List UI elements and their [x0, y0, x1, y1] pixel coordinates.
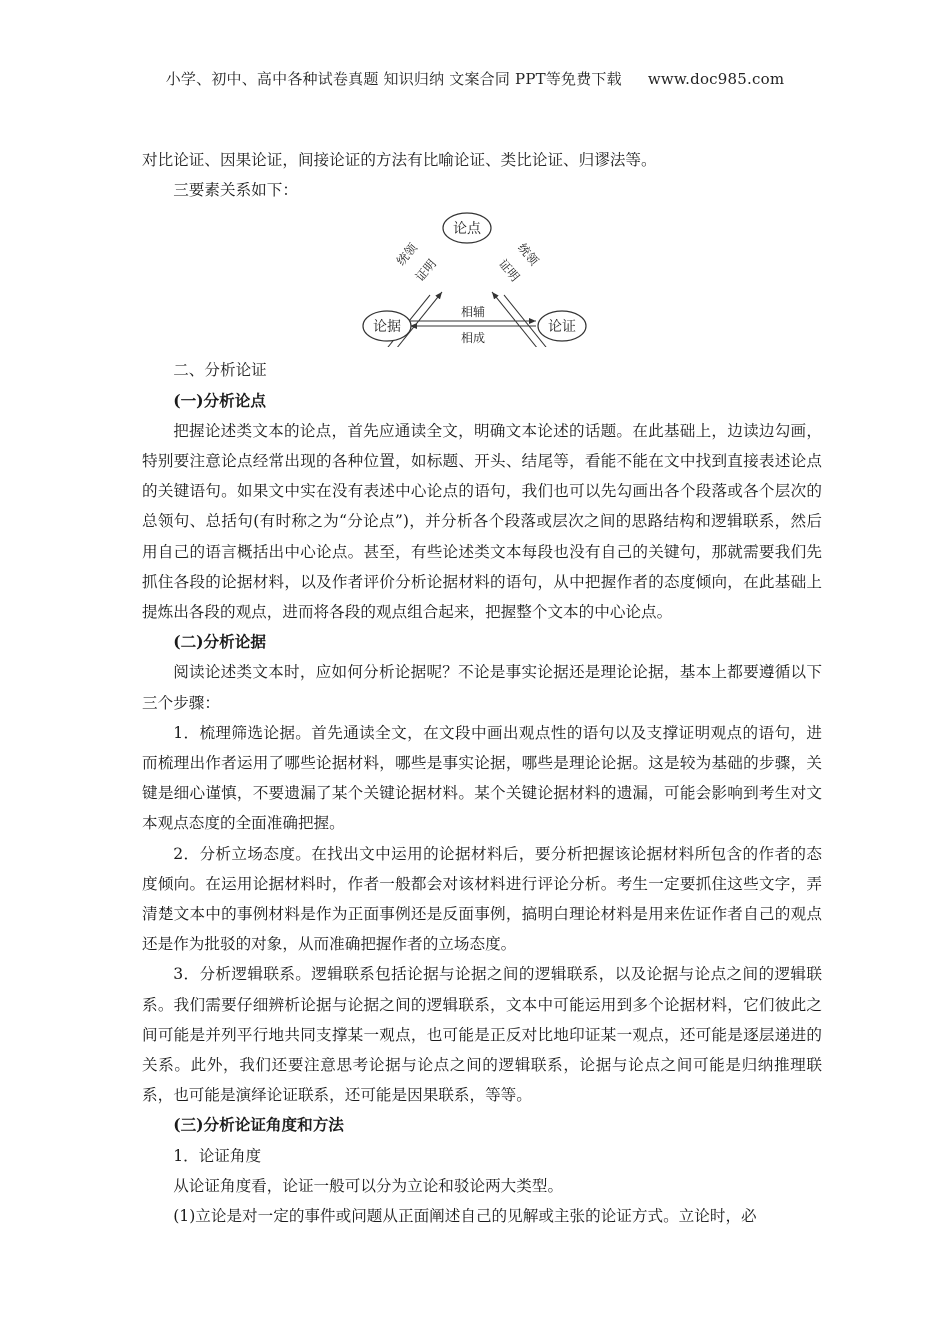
label-right-inner: 证明 [495, 257, 523, 285]
paragraph-step-2: 2．分析立场态度。在找出文中运用的论据材料后，要分析把握该论据材料所包含的作者的态度倾向。在运用论据材料时，作者一般都会对该材料进行评论分析。考生一定要抓住这些文字，弄清楚文本中的事例材料是作为正面事例还是反面事例，搞明白理论材料是用来佐证作者自己的观点还是作为批驳的对象，从而准确把握作者的立场态度。 [142, 844, 822, 954]
arrow-argument-to-point [492, 292, 542, 347]
paragraph-positive-argument: (1)立论是对一定的事件或问题从正面阐述自己的见解或主张的论证方式。立论时，必 [173, 1207, 757, 1226]
header-site-url[interactable]: www.doc985.com [647, 70, 785, 88]
page-header [0, 68, 950, 89]
paragraph-step-1: 1．梳理筛选论据。首先通读全文，在文段中画出观点性的语句以及支撑证明观点的语句，进而梳理出作者运用了哪些论据材料，哪些是事实论据，哪些是理论论据。这是较为基础的步骤，关键是细心谨慎，不要遗漏了某个关键论据材料。某个关键论据材料的遗漏，可能会影响到考生对文本观点态度的全面准确把握。 [142, 723, 822, 833]
label-bottom-bottom: 相成 [460, 331, 486, 346]
paragraph-relation-intro: 三要素关系如下： [173, 181, 298, 200]
paragraph-methods: 对比论证、因果论证，间接论证的方法有比喻论证、类比论证、归谬法等。 [142, 151, 657, 169]
node-evidence-label: 论据 [373, 319, 401, 336]
label-left-outer: 统领 [393, 241, 421, 269]
paragraph-analyze-point: 把握论述类文本的论点，首先应通读全文，明确文本论述的话题。在此基础上，边读边勾画，特别要注意论点经常出现的各种位置，如标题、开头、结尾等，看能不能在文中找到直接表述论点的关键语句。如果文中实在没有表述中心论点的语句，我们也可以先勾画出各个段落或各个层次的总领句、总括句(有时称之为“分论点”)，并分析各个段落或层次之间的思路结构和逻辑联系，然后用自己的语言概括出中心论点。甚至，有些论述类文本每段也没有自己的关键句，那就需要我们先抓住各段的论据材料，以及作者评价分析论据材料的语句，从中把握作者的态度倾向，在此基础上提炼出各段的观点，进而将各段的观点组合起来，把握整个文本的中心论点。 [142, 421, 822, 622]
section-heading-analysis: 二、分析论证 [173, 361, 267, 380]
three-elements-diagram [142, 205, 822, 347]
label-bottom-top: 相辅 [460, 305, 486, 320]
document-body [142, 145, 822, 1231]
subheading-analyze-argument: (三)分析论证角度和方法 [173, 1115, 344, 1135]
paragraph-argument-angle-title: 1．论证角度 [173, 1146, 262, 1165]
node-argument-label: 论证 [548, 319, 576, 336]
header-banner: 小学、初中、高中各种试卷真题 知识归纳 文案合同 PPT等免费下载 [165, 70, 622, 88]
paragraph-step-3: 3．分析逻辑联系。逻辑联系包括论据与论据之间的逻辑联系，以及论据与论点之间的逻辑联系。我们需要仔细辨析论据与论据之间的逻辑联系，文本中可能运用到多个论据材料，它们彼此之间可能是并列平行地共同支撑某一观点，也可能是正反对比地印证某一观点，还可能是逐层递进的关系。此外，我们还要注意思考论据与论点之间的逻辑联系，论据与论点之间可能是归纳推理联系，也可能是演绎论证联系，还可能是因果联系，等等。 [142, 965, 822, 1105]
diagram-svg [142, 205, 822, 347]
paragraph-evidence-intro: 阅读论述类文本时，应如何分析论据呢？不论是事实论据还是理论论据，基本上都要遵循以下三个步骤： [142, 663, 822, 712]
subheading-analyze-point: (一)分析论点 [173, 390, 266, 410]
label-left-inner: 证明 [412, 257, 440, 285]
subheading-analyze-evidence: (二)分析论据 [173, 632, 266, 652]
node-point-label: 论点 [453, 221, 481, 238]
label-right-outer: 统领 [514, 241, 542, 269]
paragraph-argument-angle: 从论证角度看，论证一般可以分为立论和驳论两大类型。 [173, 1176, 564, 1195]
